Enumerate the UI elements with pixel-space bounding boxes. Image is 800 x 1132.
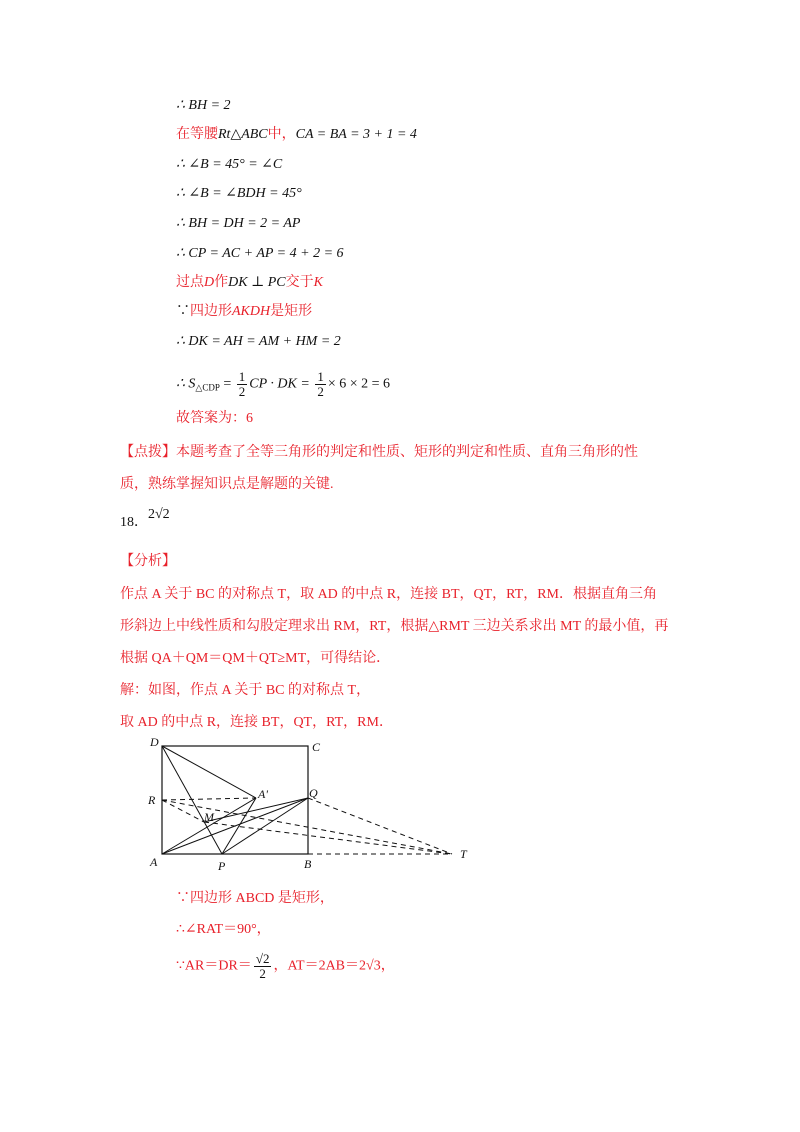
- math-line: ∴ DK = AH = AM + HM = 2: [176, 334, 341, 349]
- label-m: M: [204, 810, 214, 824]
- proof-line: ∵四边形 ABCD 是矩形，: [176, 891, 334, 906]
- math-line: 在等腰Rt△ABC中，CA = BA = 3 + 1 = 4: [176, 127, 417, 142]
- label-d: D: [150, 735, 159, 749]
- label-b: B: [304, 857, 312, 871]
- label-q: Q: [309, 786, 318, 800]
- proof-line: ∵AR＝DR＝ $\frac{√2}{2}$ ，AT＝2AB＝2√3，: [176, 951, 395, 981]
- label-t: T: [460, 847, 467, 861]
- fraction: $\frac{√2}{2}$: [255, 951, 270, 981]
- label-c: C: [312, 740, 321, 754]
- solution-text: 取 AD 的中点 R，连接 BT，QT，RT，RM．: [120, 715, 393, 730]
- geometry-figure: [140, 732, 480, 872]
- segment-mt: [204, 822, 452, 854]
- tip-text: 质，熟练掌握知识点是解题的关键.: [120, 477, 334, 492]
- fraction: $\frac{1}{2}$: [317, 369, 324, 399]
- fraction: $\frac{1}{2}$: [238, 369, 246, 399]
- label-a: A: [150, 855, 158, 869]
- math-line: ∴ CP = AC + AP = 4 + 2 = 6: [176, 246, 344, 261]
- label-a-prime: A': [258, 787, 268, 801]
- solution-text: 解：如图，作点 A 关于 BC 的对称点 T，: [120, 683, 371, 698]
- math-line: ∴ ∠B = 45° = ∠C: [176, 157, 283, 172]
- segment-ra-prime: [162, 798, 256, 800]
- math-line: 过点D作DK ⊥ PC交于K: [176, 275, 323, 290]
- segment-qt: [308, 798, 452, 854]
- section-heading: 【分析】: [120, 554, 176, 569]
- area-formula: ∴ $S_{\triangle CDP}$ = $\frac{1}{2}$ CP · DK = $\frac{1}{2}$ × 6 × 2 = 6: [176, 369, 390, 399]
- question-number: 18．2√2: [120, 507, 170, 530]
- segment-rt: [162, 800, 452, 854]
- math-line: ∴ BH = 2: [176, 98, 231, 113]
- math-line: ∴ BH = DH = 2 = AP: [176, 216, 301, 231]
- analysis-text: 根据 QA＋QM＝QM＋QT≥MT，可得结论．: [120, 651, 391, 666]
- segment-pa-prime: [222, 798, 256, 854]
- math-line: ∴ ∠B = ∠BDH = 45°: [176, 186, 302, 201]
- proof-line: ∴∠RAT＝90°，: [176, 922, 271, 937]
- analysis-text: 作点 A 关于 BC 的对称点 T，取 AD 的中点 R，连接 BT，QT，RT，RM．根据直角三角: [120, 587, 658, 602]
- segment-aa-prime: [162, 798, 256, 854]
- tip-text: 【点拨】本题考查了全等三角形的判定和性质、矩形的判定和性质、直角三角形的性: [120, 445, 638, 460]
- label-p: P: [218, 859, 226, 872]
- label-r: R: [148, 793, 156, 807]
- analysis-text: 形斜边上中线性质和勾股定理求出 RM，RT，根据△RMT 三边关系求出 MT 的最小值，再: [120, 619, 669, 634]
- math-line: ∵四边形AKDH是矩形: [176, 304, 313, 319]
- answer-line: 故答案为：6: [176, 411, 253, 426]
